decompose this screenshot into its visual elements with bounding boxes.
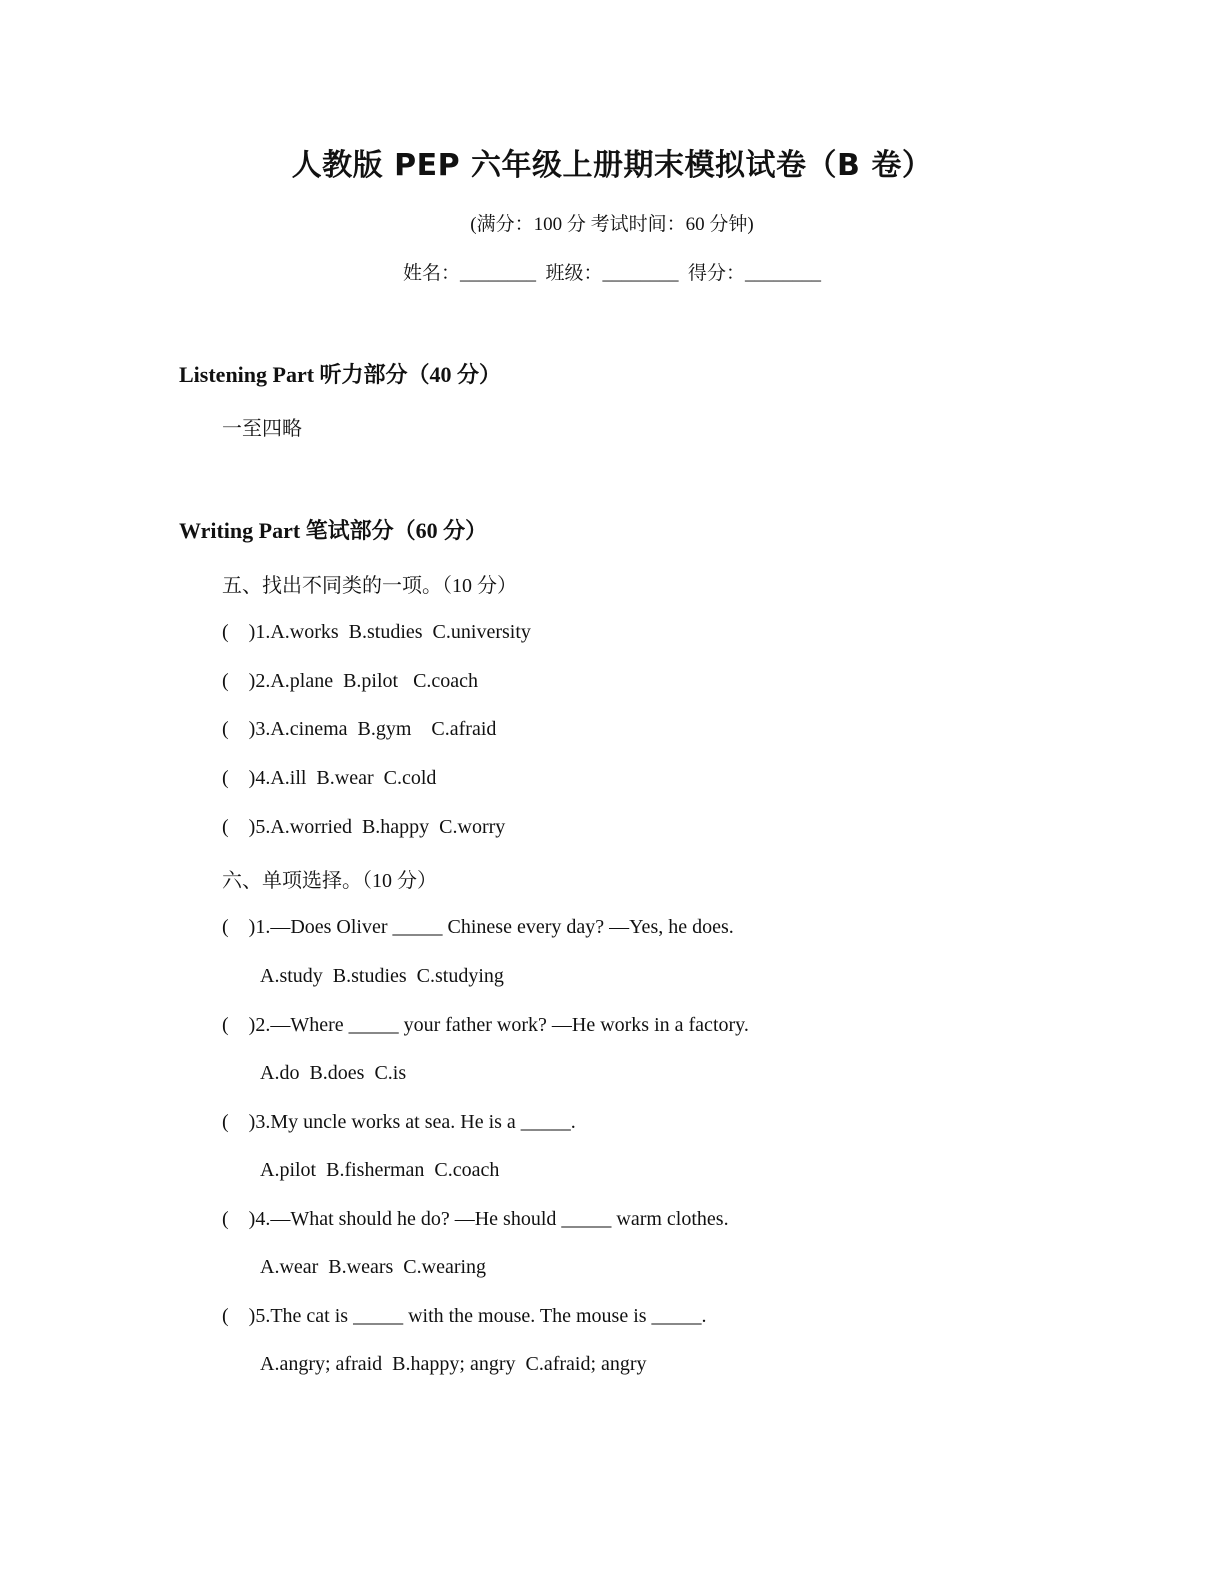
section5-item: ( )3.A.cinema B.gym C.afraid xyxy=(222,718,497,740)
student-info-line: 姓名：________ 班级：________ 得分：________ xyxy=(402,263,821,284)
section6-question: ( )3.My uncle works at sea. He is a _____. xyxy=(222,1111,576,1133)
writing-heading: Writing Part 笔试部分（60 分） xyxy=(179,518,488,543)
listening-heading: Listening Part 听力部分（40 分） xyxy=(179,362,502,387)
section6-question: ( )2.—Where _____ your father work? —He works in a factory. xyxy=(222,1014,749,1036)
section6-title: 六、单项选择。（10 分） xyxy=(222,870,437,892)
section6-options: A.wear B.wears C.wearing xyxy=(260,1256,487,1278)
section5-item: ( )2.A.plane B.pilot C.coach xyxy=(222,670,479,692)
section6-options: A.do B.does C.is xyxy=(260,1062,407,1084)
section5-item: ( )4.A.ill B.wear C.cold xyxy=(222,767,437,789)
section5-item: ( )1.A.works B.studies C.university xyxy=(222,621,531,643)
section6-question: ( )1.—Does Oliver _____ Chinese every day? —Yes, he does. xyxy=(222,916,734,938)
section6-options: A.pilot B.fisherman C.coach xyxy=(260,1159,500,1181)
section6-options: A.study B.studies C.studying xyxy=(260,965,504,987)
section5-item: ( )5.A.worried B.happy C.worry xyxy=(222,816,506,838)
exam-title: 人教版 PEP 六年级上册期末模拟试卷（B 卷） xyxy=(291,148,933,183)
section6-options: A.angry; afraid B.happy; angry C.afraid; angry xyxy=(260,1353,647,1375)
section6-question: ( )4.—What should he do? —He should _____ warm clothes. xyxy=(222,1208,729,1230)
listening-note: 一至四略 xyxy=(222,418,302,440)
exam-subtitle: (满分：100 分 考试时间：60 分钟) xyxy=(470,214,754,235)
section6-question: ( )5.The cat is _____ with the mouse. The mouse is _____. xyxy=(222,1305,707,1327)
section5-title: 五、找出不同类的一项。（10 分） xyxy=(222,575,517,597)
